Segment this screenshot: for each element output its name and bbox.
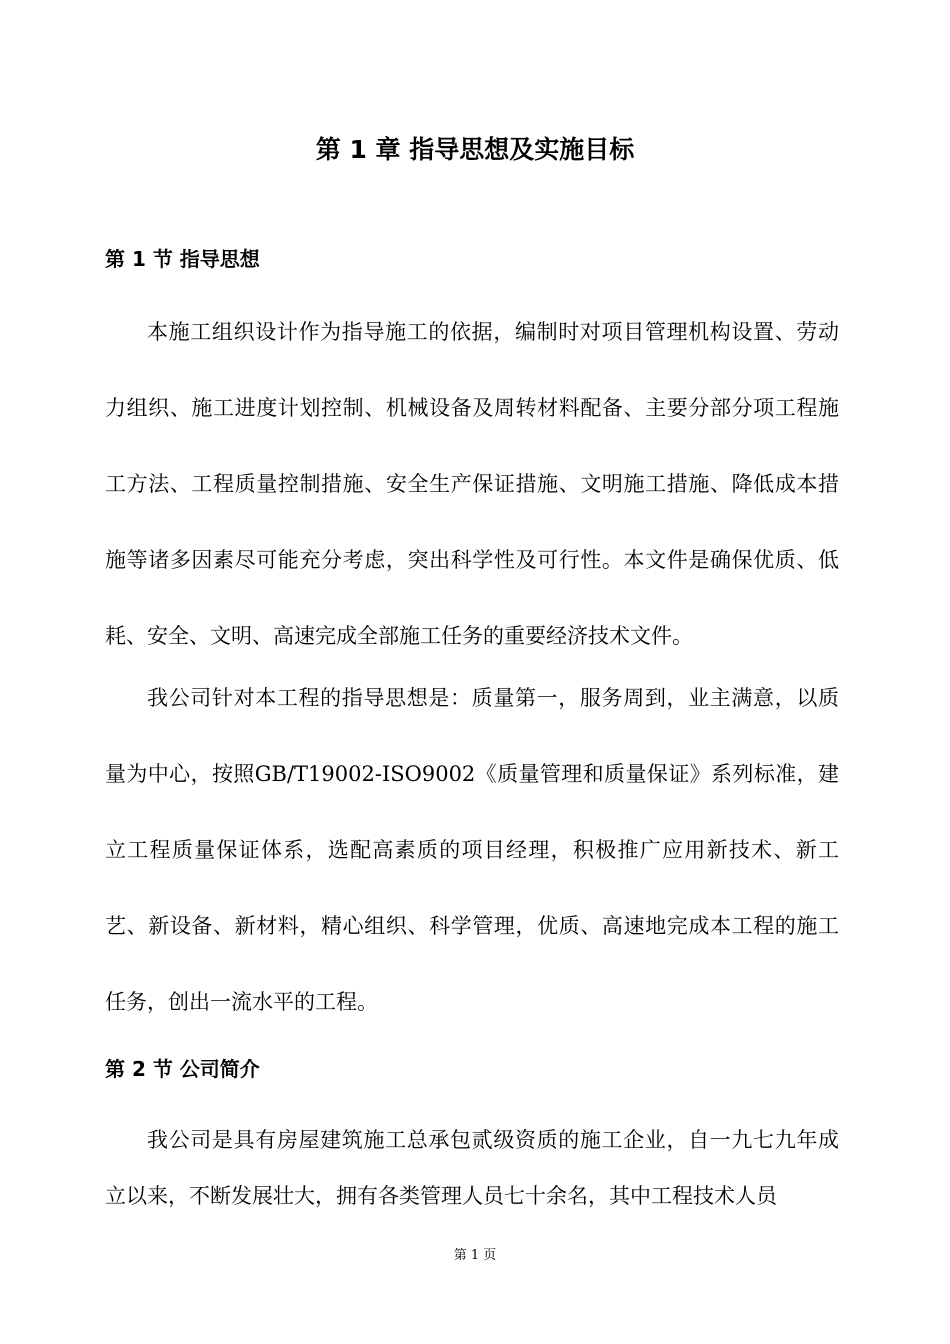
page-number: 第 1 页 bbox=[453, 1248, 497, 1263]
paragraph-guiding-ideology-1: 本施工组织设计作为指导施工的依据，编制时对项目管理机构设置、劳动力组织、施工进度计划控制、机械设备及周转材料配备、主要分部分项工程施工方法、工程质量控制措施、安全生产保证措施、文明施工措施、降低成本措施等诸多因素尽可能充分考虑，突出科学性及可行性。本文件是确保优质、低耗、安全、文明、高速完成全部施工任务的重要经济技术文件。 bbox=[105, 320, 839, 648]
section-title-company-profile: 第 2 节 公司简介 bbox=[105, 1057, 260, 1081]
chapter-title: 第 1 章 指导思想及实施目标 bbox=[315, 135, 635, 164]
paragraph-guiding-ideology-2: 我公司针对本工程的指导思想是：质量第一，服务周到，业主满意，以质量为中心，按照GB/T19002-ISO9002《质量管理和质量保证》系列标准，建立工程质量保证体系，选配高素质的项目经理，积极推广应用新技术、新工艺、新设备、新材料，精心组织、科学管理，优质、高速地完成本工程的施工任务，创出一流水平的工程。 bbox=[105, 686, 839, 1014]
paragraph-company-profile-1: 我公司是具有房屋建筑施工总承包贰级资质的施工企业，自一九七九年成立以来，不断发展壮大，拥有各类管理人员七十余名，其中工程技术人员 bbox=[105, 1128, 839, 1208]
section-title-guiding-ideology: 第 1 节 指导思想 bbox=[105, 247, 260, 271]
